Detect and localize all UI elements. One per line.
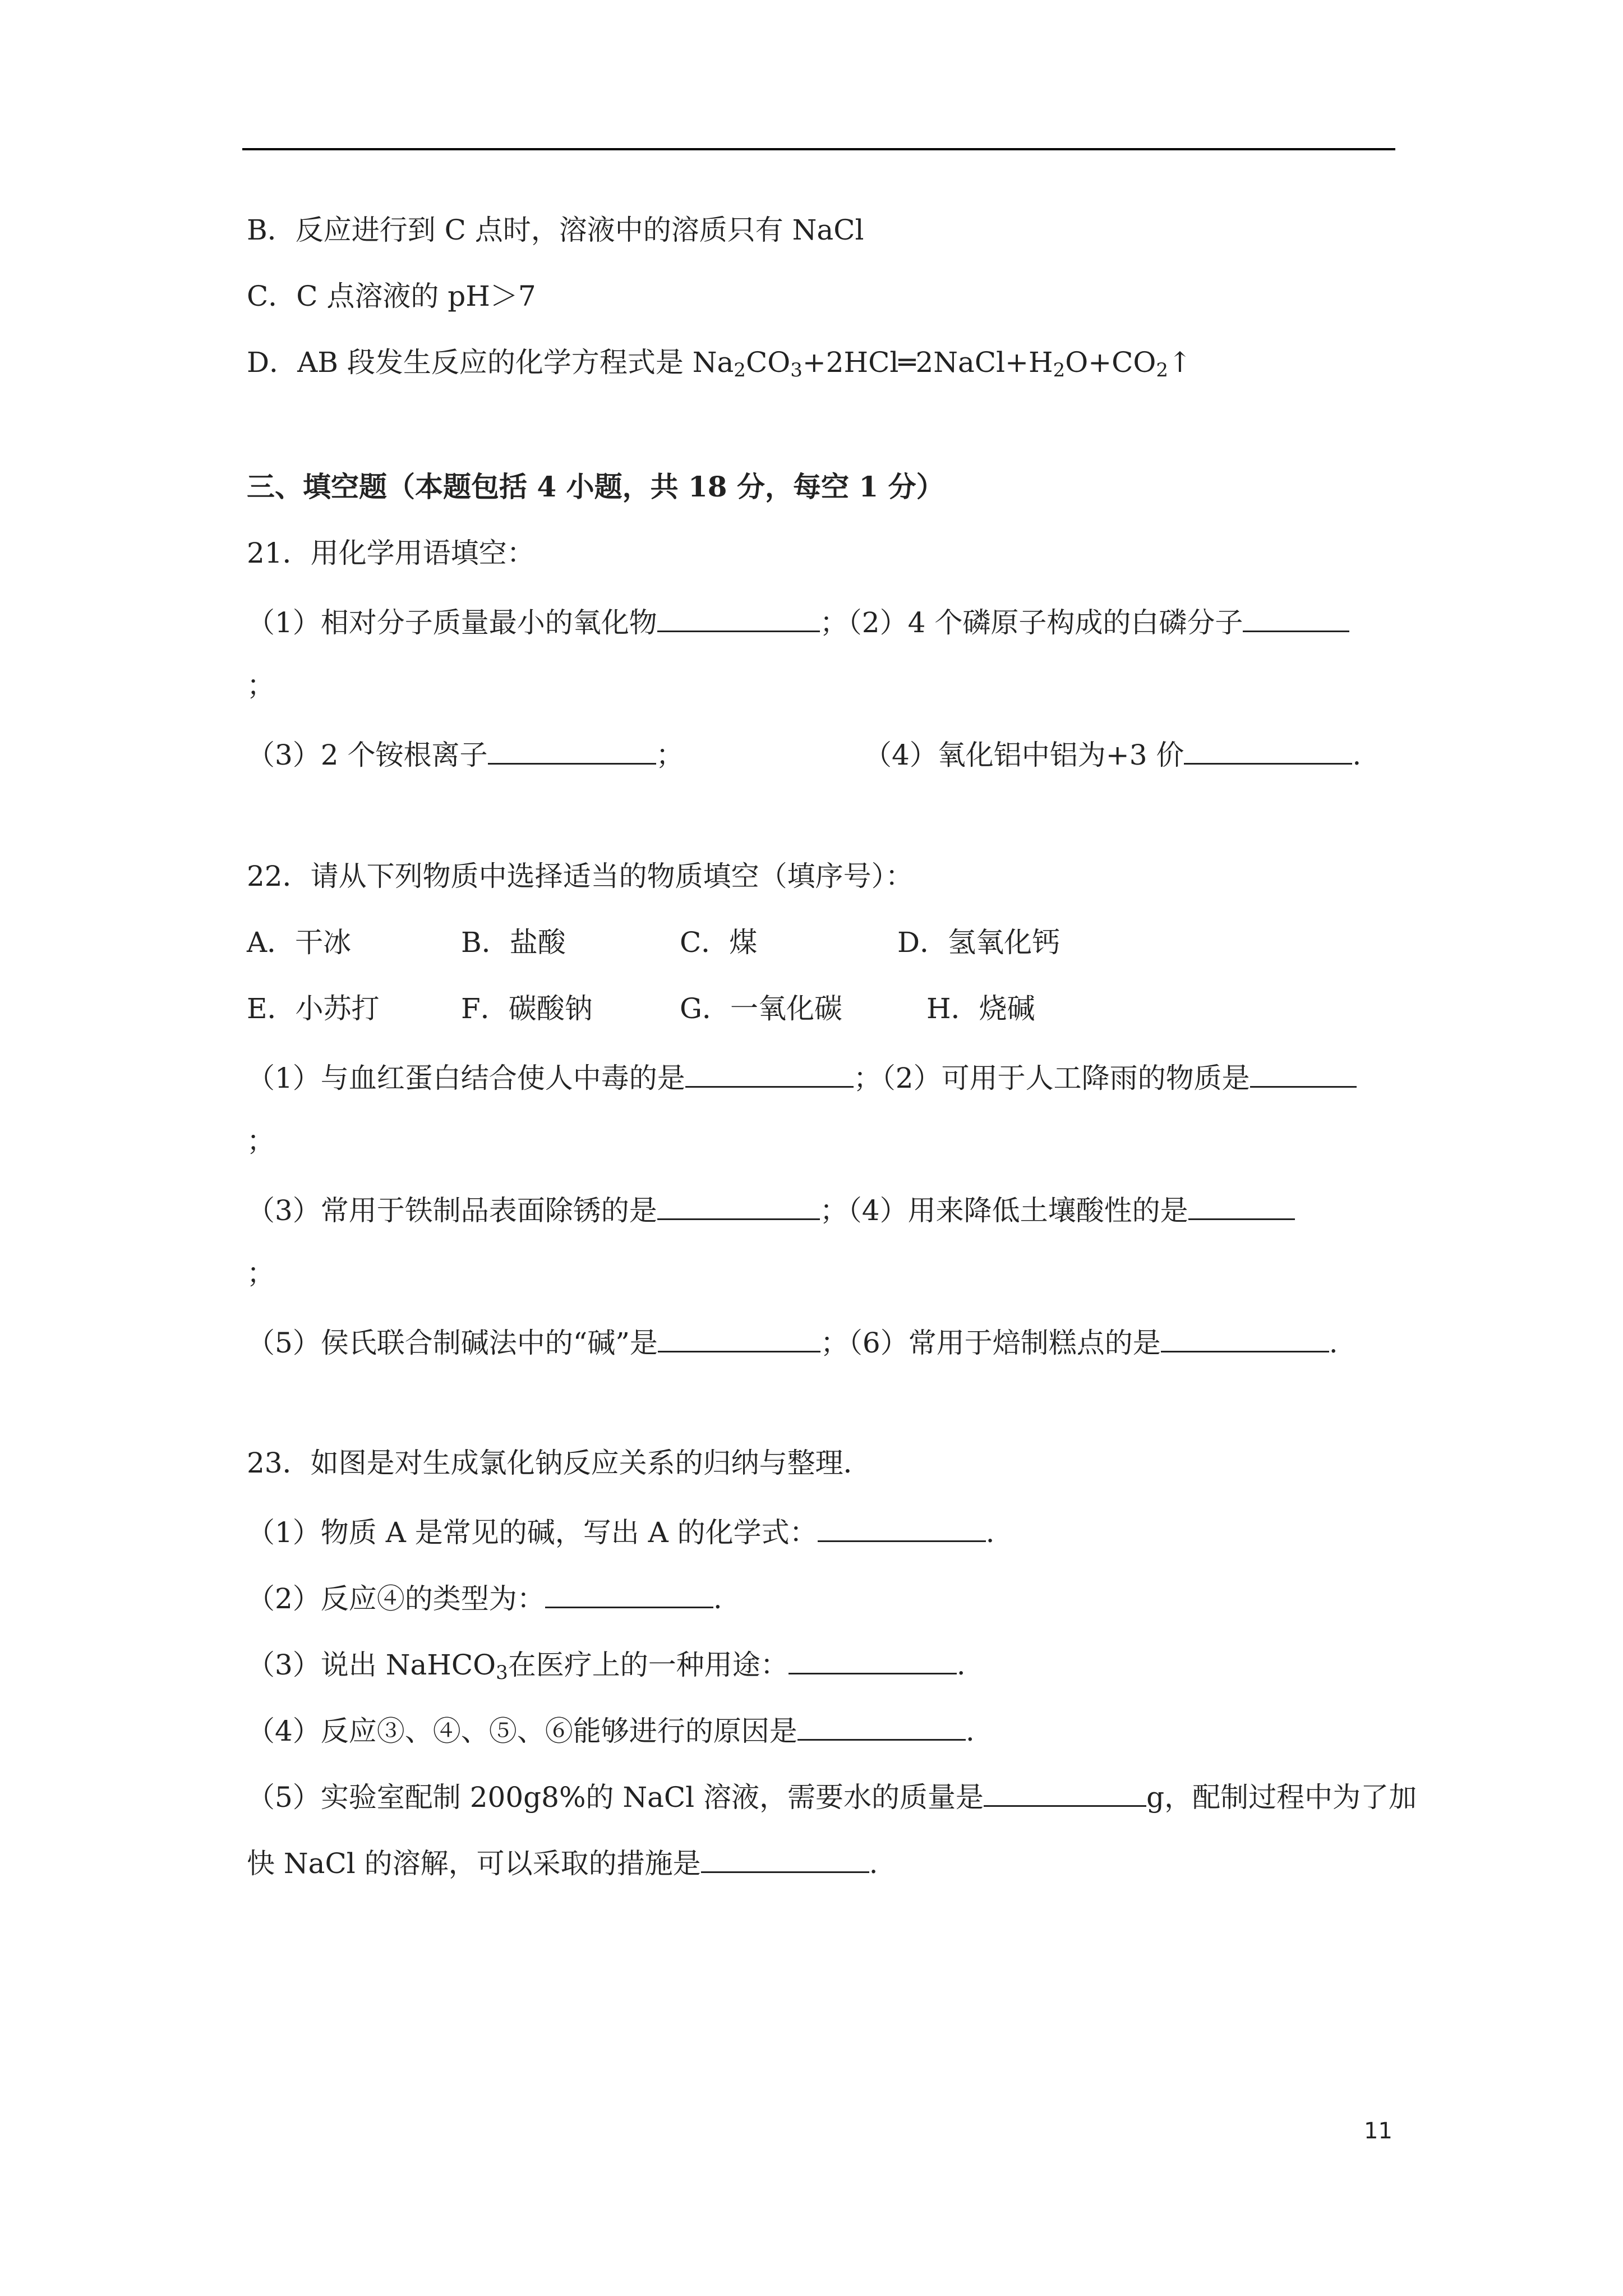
answer-blank[interactable]	[488, 734, 656, 765]
answer-blank[interactable]	[658, 1322, 820, 1352]
q23-line-2	[247, 1577, 722, 1617]
q23-part-6: 快 NaCl 的溶解，可以采取的措施是	[247, 1847, 701, 1880]
q23-line-3	[247, 1644, 966, 1691]
q21-line-4	[864, 734, 1361, 773]
q23-part-2: （2）反应④的类型为：	[247, 1582, 545, 1615]
q23-part-3-end: .	[956, 1649, 966, 1681]
q22-line-3-cont: ；	[247, 1257, 275, 1290]
answer-blank[interactable]	[818, 1511, 986, 1542]
q21-part-3: （3）2 个铵根离子	[247, 739, 488, 771]
q22-line-1-cont: ；	[247, 1125, 275, 1157]
q21-line-1	[247, 601, 1349, 641]
q22-option: F．碳酸钠	[461, 992, 593, 1025]
q21-part-4-end: .	[1352, 739, 1362, 771]
q23-part-3-rest: 在医疗上的一种用途：	[508, 1649, 789, 1681]
q22-option: A．干冰	[247, 926, 352, 959]
subscript: 2	[734, 359, 746, 381]
q20-option-b: B．反应进行到 C 点时，溶液中的溶质只有 NaCl	[247, 214, 864, 246]
q23-stem: 23．如图是对生成氯化钠反应关系的归纳与整理．	[247, 1447, 872, 1479]
q22-part-1: （1）与血红蛋白结合使人中毒的是	[247, 1062, 685, 1094]
equation-part: CO	[745, 346, 791, 379]
q23-part-5: （5）实验室配制 200g8%的 NaCl 溶液，需要水的质量是	[247, 1781, 984, 1814]
answer-blank[interactable]	[685, 1057, 854, 1088]
q23-line-4	[247, 1710, 975, 1749]
q23-part-1: （1）物质 A 是常见的碱，写出 A 的化学式：	[247, 1516, 818, 1549]
page-number: 11	[1364, 2118, 1393, 2144]
q21-stem: 21．用化学用语填空：	[247, 537, 535, 569]
answer-blank[interactable]	[1188, 1189, 1295, 1220]
equation-part: +2HCl═2NaCl+H	[802, 346, 1053, 379]
q22-part-6-end: .	[1329, 1327, 1338, 1359]
q21-part-1: （1）相对分子质量最小的氧化物	[247, 606, 657, 639]
answer-blank[interactable]	[657, 1189, 820, 1220]
answer-blank[interactable]	[984, 1776, 1146, 1807]
q21-part-2: ；（2）4 个磷原子构成的白磷分子	[819, 606, 1243, 639]
q22-part-2: ；（2）可用于人工降雨的物质是	[853, 1062, 1250, 1094]
header-rule	[242, 148, 1395, 150]
answer-blank[interactable]	[1184, 734, 1352, 765]
answer-blank[interactable]	[1250, 1057, 1357, 1088]
gas-arrow: ↑	[1168, 346, 1192, 379]
q22-part-4: ；（4）用来降低土壤酸性的是	[819, 1194, 1188, 1227]
q23-part-4-end: .	[965, 1715, 975, 1747]
q23-line-5	[247, 1776, 1417, 1815]
q22-option: C．煤	[680, 926, 758, 959]
q21-line-3	[247, 734, 684, 773]
q22-stem: 22．请从下列物质中选择适当的物质填空（填序号）：	[247, 860, 914, 892]
answer-blank[interactable]	[657, 601, 820, 632]
q23-part-1-end: .	[985, 1516, 995, 1549]
q23-part-2-end: .	[713, 1582, 722, 1615]
subscript: 2	[1156, 359, 1169, 381]
q22-line-1	[247, 1057, 1357, 1096]
subscript: 3	[496, 1662, 508, 1684]
q22-part-5: （5）侯氏联合制碱法中的“碱”是	[247, 1327, 658, 1359]
q23-line-6	[247, 1842, 878, 1881]
q22-option: D．氢氧化钙	[897, 926, 1061, 959]
q20-option-c: C．C 点溶液的 pH＞7	[247, 280, 536, 312]
q22-option: B．盐酸	[461, 926, 566, 959]
q22-option: H．烧碱	[926, 992, 1035, 1025]
answer-blank[interactable]	[545, 1577, 713, 1608]
section-heading: 三、填空题（本题包括 4 小题，共 18 分，每空 1 分）	[247, 470, 944, 503]
q21-line-1-cont: ；	[247, 669, 275, 702]
q23-line-1	[247, 1511, 995, 1550]
q23-part-3: （3）说出 NaHCO	[247, 1649, 496, 1681]
q22-option: G．一氧化碳	[680, 992, 842, 1025]
q22-line-3	[247, 1189, 1295, 1228]
equation-prefix: D．AB 段发生反应的化学方程式是 Na	[247, 346, 734, 379]
q21-part-4: （4）氧化铝中铝为+3 价	[864, 739, 1184, 771]
answer-blank[interactable]	[701, 1842, 869, 1873]
answer-blank[interactable]	[797, 1710, 966, 1741]
subscript: 2	[1053, 359, 1066, 381]
q22-part-3: （3）常用于铁制品表面除锈的是	[247, 1194, 657, 1227]
equation-part: O+CO	[1065, 346, 1156, 379]
q22-option: E．小苏打	[247, 992, 380, 1025]
q23-part-5-mid: g，配制过程中为了加	[1146, 1781, 1417, 1814]
q22-part-6: ；（6）常用于焙制糕点的是	[820, 1327, 1161, 1359]
q22-line-5	[247, 1322, 1338, 1361]
answer-blank[interactable]	[789, 1644, 957, 1674]
subscript: 3	[790, 359, 803, 381]
answer-blank[interactable]	[1161, 1322, 1329, 1352]
q23-part-4: （4）反应③、④、⑤、⑥能够进行的原因是	[247, 1715, 797, 1747]
q23-part-6-end: .	[869, 1847, 878, 1880]
q21-part-3-end: ；	[656, 739, 684, 771]
answer-blank[interactable]	[1243, 601, 1349, 632]
q20-option-d	[247, 344, 1192, 388]
